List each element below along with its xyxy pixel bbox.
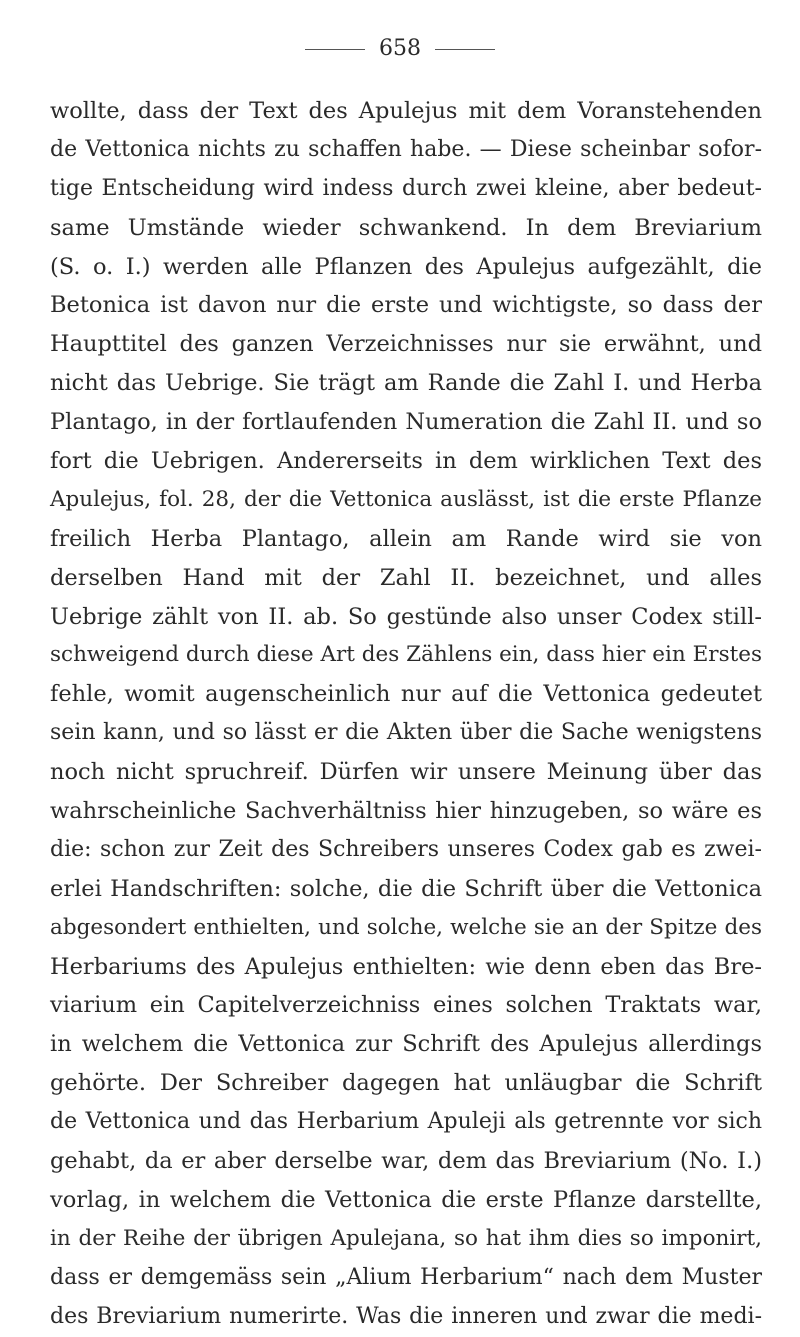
text-line: schweigend durch diese Art des Zählens ein, dass hier ein Erstes	[50, 642, 762, 668]
text-line: dass er demgemäss sein „Alium Herbarium“ nach dem Muster	[50, 1264, 762, 1290]
text-line: des Breviarium numerirte. Was die inneren und zwar die medi-	[50, 1303, 762, 1329]
text-line: fehle, womit augenscheinlich nur auf die Vettonica gedeutet	[50, 681, 762, 708]
text-line: freilich Herba Plantago, allein am Rande wird sie von	[50, 525, 762, 552]
text-line: die: schon zur Zeit des Schreibers unseres Codex gab es zwei-	[50, 836, 762, 862]
text-line: fort die Uebrigen. Andererseits in dem wirklichen Text des	[50, 448, 762, 475]
header-rule-right	[435, 49, 495, 50]
text-line: wahrscheinliche Sachverhältniss hier hinzugeben, so wäre es	[50, 798, 762, 825]
text-line: vorlag, in welchem die Vettonica die erste Pflanze darstellte,	[50, 1186, 762, 1213]
text-line: gehörte. Der Schreiber dagegen hat unläugbar die Schrift	[50, 1070, 762, 1097]
text-line: abgesondert enthielten, und solche, welche sie an der Spitze des	[50, 914, 762, 940]
page-number: 658	[379, 36, 421, 61]
text-line: viarium ein Capitelverzeichniss eines solchen Traktats war,	[50, 992, 762, 1019]
text-line: Betonica ist davon nur die erste und wichtigste, so dass der	[50, 292, 762, 319]
text-line: same Umstände wieder schwankend. In dem Breviarium	[50, 214, 762, 241]
text-line: sein kann, und so lässt er die Akten über die Sache wenigstens	[50, 720, 762, 746]
text-line: Herbariums des Apulejus enthielten: wie denn eben das Bre-	[50, 953, 762, 980]
header-rule-left	[305, 49, 365, 50]
text-line: Uebrige zählt von II. ab. So gestünde also unser Codex still-	[50, 603, 762, 630]
text-line: erlei Handschriften: solche, die die Schrift über die Vettonica	[50, 875, 762, 902]
text-line: (S. o. I.) werden alle Pflanzen des Apulejus aufgezählt, die	[50, 253, 762, 280]
text-line: Plantago, in der fortlaufenden Numeration die Zahl II. und so	[50, 409, 762, 436]
text-line: Haupttitel des ganzen Verzeichnisses nur sie erwähnt, und	[50, 331, 762, 358]
text-line: in welchem die Vettonica zur Schrift des Apulejus allerdings	[50, 1031, 762, 1058]
text-line: Apulejus, fol. 28, der die Vettonica auslässt, ist die erste Pflanze	[50, 486, 762, 512]
text-line: de Vettonica nichts zu schaffen habe. — Diese scheinbar sofor-	[50, 136, 762, 162]
text-line: tige Entscheidung wird indess durch zwei kleine, aber bedeut-	[50, 175, 762, 201]
text-line: wollte, dass der Text des Apulejus mit dem Voranstehenden	[50, 98, 762, 124]
text-line: noch nicht spruchreif. Dürfen wir unsere Meinung über das	[50, 759, 762, 786]
text-line: de Vettonica und das Herbarium Apuleji als getrennte vor sich	[50, 1109, 762, 1135]
text-line: gehabt, da er aber derselbe war, dem das Breviarium (No. I.)	[50, 1148, 762, 1175]
text-line: derselben Hand mit der Zahl II. bezeichnet, und alles	[50, 564, 762, 591]
text-line: in der Reihe der übrigen Apulejana, so hat ihm dies so imponirt,	[50, 1225, 762, 1251]
page-header	[0, 36, 800, 61]
body-text	[50, 92, 762, 1337]
text-line: nicht das Uebrige. Sie trägt am Rande die Zahl I. und Herba	[50, 370, 762, 397]
